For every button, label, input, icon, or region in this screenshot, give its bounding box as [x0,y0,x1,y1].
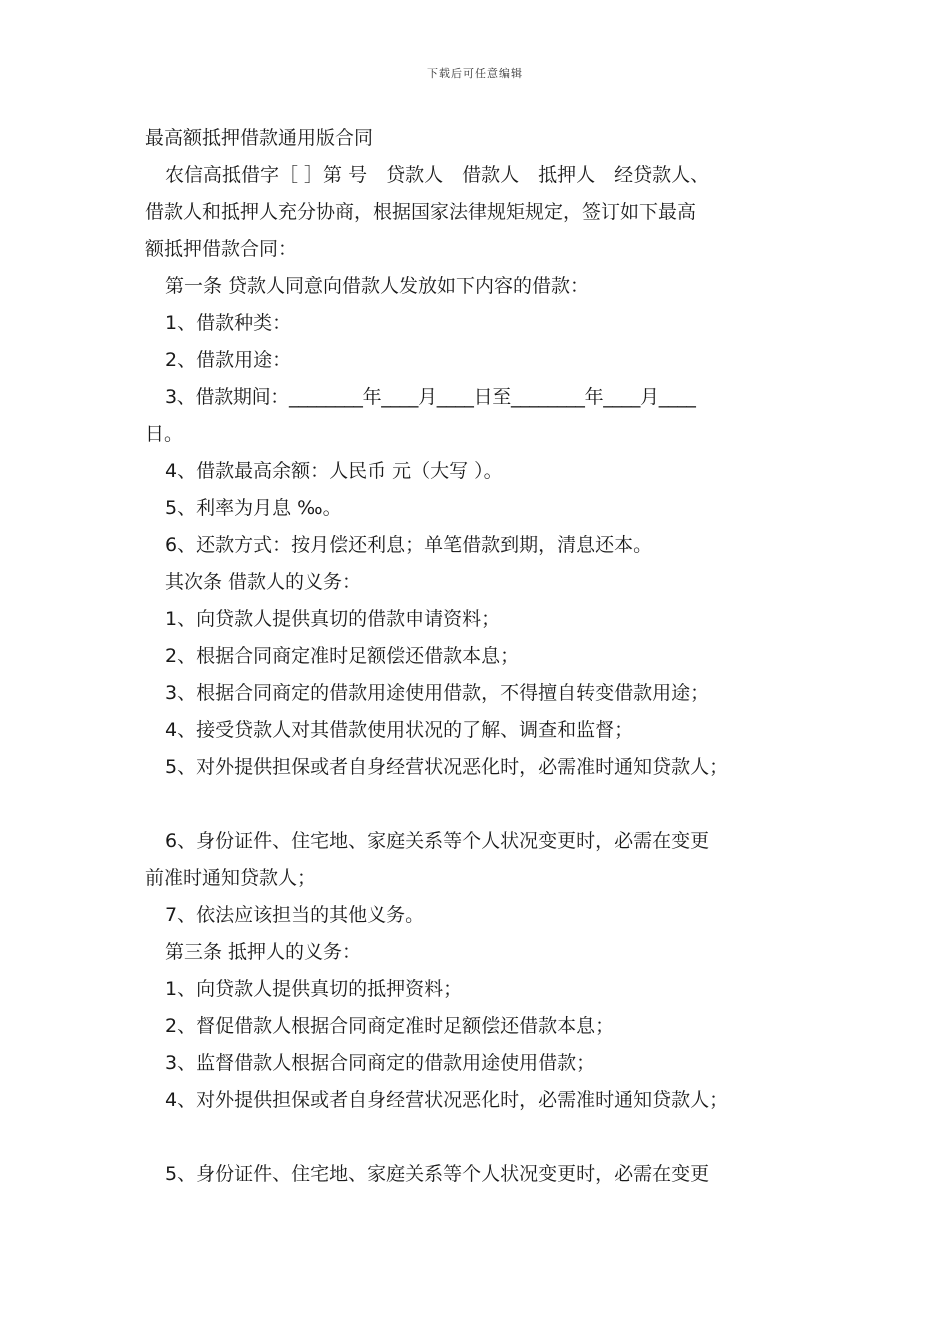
spacer [145,786,825,823]
article3-item-3: 3、监督借款人根据合同商定的借款用途使用借款； [165,1052,596,1074]
intro-line-3: 额抵押借款合同： [145,238,298,260]
article2-item-4: 4、接受贷款人对其借款使用状况的了解、调查和监督； [165,719,634,741]
article3-item-5: 5、身份证件、住宅地、家庭关系等个人状况变更时，必需在变更 [165,1163,710,1185]
article3-item-4: 4、对外提供担保或者自身经营状况恶化时，必需准时通知贷款人； [165,1089,729,1111]
article1-item-3: 3、借款期间：________年____月____日至________年____月____ [165,386,696,408]
article2-item-6-cont: 前准时通知贷款人； [145,867,317,889]
article2-item-2: 2、根据合同商定准时足额偿还借款本息； [165,645,520,667]
article2-item-5: 5、对外提供担保或者自身经营状况恶化时，必需准时通知贷款人； [165,756,729,778]
document-title: 最高额抵押借款通用版合同 [145,127,374,149]
article2-item-7: 7、依法应该担当的其他义务。 [165,904,425,926]
article1-item-2: 2、借款用途： [165,349,292,371]
article3-item-2: 2、督促借款人根据合同商定准时足额偿还借款本息； [165,1015,615,1037]
document-body [145,120,825,1193]
article2-item-1: 1、向贷款人提供真切的借款申请资料； [165,608,501,630]
intro-line-2: 借款人和抵押人充分协商，根据国家法律规矩规定，签订如下最高 [145,201,697,223]
article2-heading: 其次条 借款人的义务： [165,571,362,593]
spacer [145,1119,825,1156]
article1-item-1: 1、借款种类： [165,312,292,334]
article2-item-6: 6、身份证件、住宅地、家庭关系等个人状况变更时，必需在变更 [165,830,710,852]
article3-heading: 第三条 抵押人的义务： [165,941,362,963]
intro-line-1: 农信高抵借字［ ］第 号 贷款人 借款人 抵押人 经贷款人、 [165,164,710,186]
article1-heading: 第一条 贷款人同意向借款人发放如下内容的借款： [165,275,590,297]
article1-item-5: 5、利率为月息 ‰。 [165,497,342,519]
article3-item-1: 1、向贷款人提供真切的抵押资料； [165,978,463,1000]
article2-item-3: 3、根据合同商定的借款用途使用借款，不得擅自转变借款用途； [165,682,710,704]
article1-item-3-cont: 日。 [145,423,184,445]
article1-item-6: 6、还款方式：按月偿还利息；单笔借款到期，清息还本。 [165,534,653,556]
article1-item-4: 4、借款最高余额：人民币 元（大写 ）。 [165,460,503,482]
page-header-note: 下载后可任意编辑 [427,67,523,80]
